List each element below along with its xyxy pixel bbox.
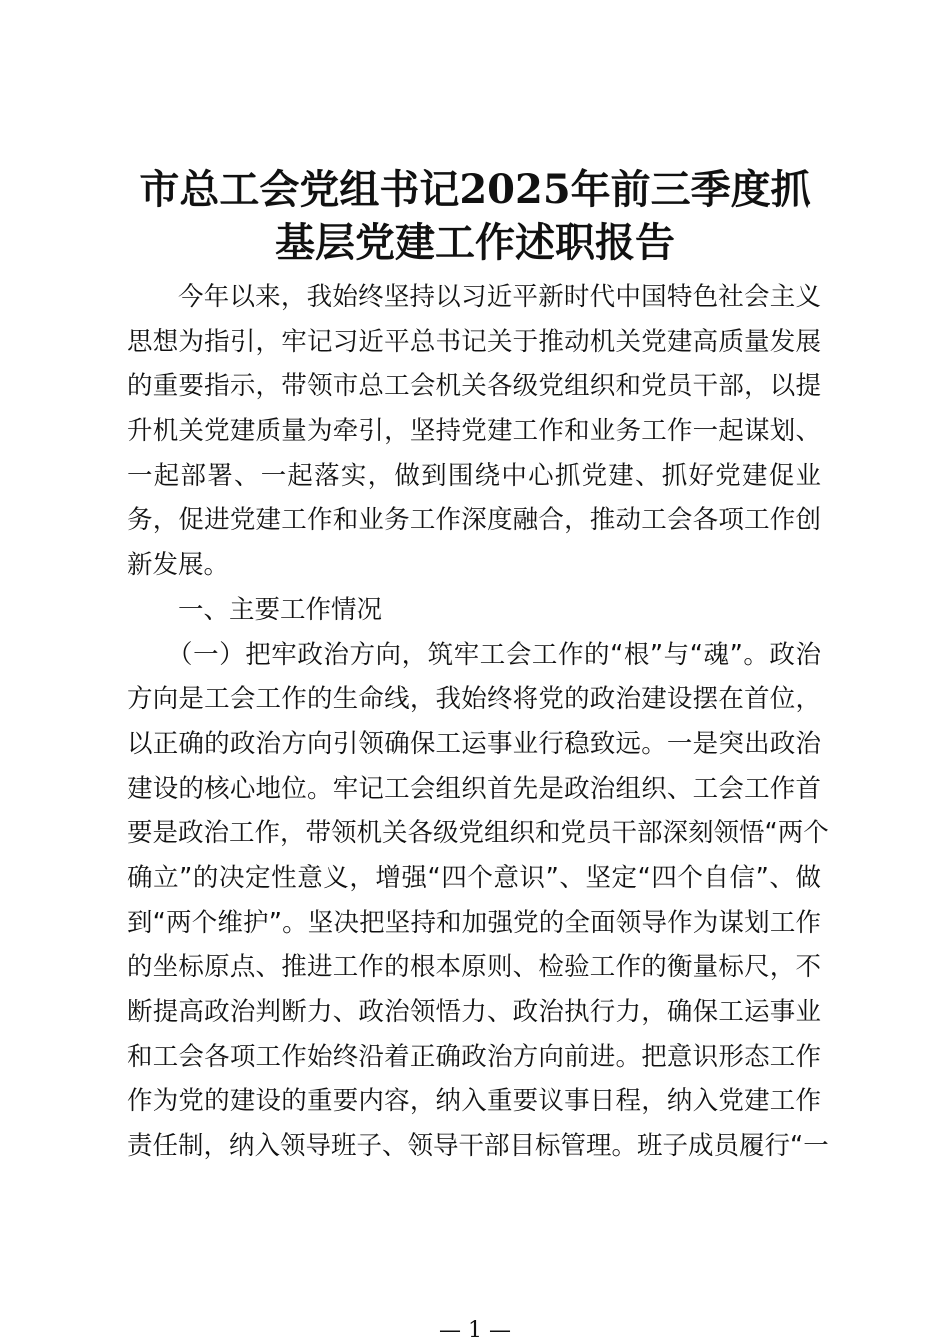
paragraph-2-line: 以正确的政治方向引领确保工运事业行稳致远。一是突出政治 <box>127 728 821 759</box>
paragraph-2-line: 方向是工会工作的生命线，我始终将党的政治建设摆在首位， <box>127 684 821 715</box>
paragraph-1-line: 新发展。 <box>127 550 230 581</box>
title-line-2: 基层党建工作述职报告 <box>275 219 675 266</box>
paragraph-1-line: 升机关党建质量为牵引，坚持党建工作和业务工作一起谋划、 <box>127 416 821 447</box>
paragraph-2-line: 责任制，纳入领导班子、领导干部目标管理。班子成员履行“一 <box>127 1131 829 1162</box>
paragraph-2-line: 到“两个维护”。坚决把坚持和加强党的全面领导作为谋划工作 <box>127 907 821 938</box>
paragraph-2-line: 建设的核心地位。牢记工会组织首先是政治组织、工会工作首 <box>127 773 821 804</box>
paragraph-1-line: 的重要指示，带领市总工会机关各级党组织和党员干部，以提 <box>127 371 821 402</box>
paragraph-2-line: 断提高政治判断力、政治领悟力、政治执行力，确保工运事业 <box>127 997 821 1027</box>
paragraph-2-line: 作为党的建设的重要内容，纳入重要议事日程，纳入党建工作 <box>127 1086 821 1117</box>
paragraph-2-line: 要是政治工作，带领机关各级党组织和党员干部深刻领悟“两个 <box>127 818 829 849</box>
page-number: — 1 — <box>439 1318 511 1343</box>
paragraph-2-line: 和工会各项工作始终沿着正确政治方向前进。把意识形态工作 <box>127 1041 821 1072</box>
paragraph-1-line: 务，促进党建工作和业务工作深度融合，推动工会各项工作创 <box>127 505 821 536</box>
paragraph-1-line: 思想为指引，牢记习近平总书记关于推动机关党建高质量发展 <box>127 326 821 357</box>
document-body <box>127 275 829 1169</box>
paragraph-1-line: 一起部署、一起落实，做到围绕中心抓党建、抓好党建促业 <box>127 460 821 491</box>
paragraph-1-line: 今年以来，我始终坚持以习近平新时代中国特色社会主义 <box>178 282 821 312</box>
paragraph-2-line: 确立”的决定性意义，增强“四个意识”、坚定“四个自信”、做 <box>127 862 821 893</box>
paragraph-2-line: 的坐标原点、推进工作的根本原则、检验工作的衡量标尺，不 <box>127 952 821 983</box>
document-title <box>0 163 950 269</box>
paragraph-2-line: （一）把牢政治方向，筑牢工会工作的“根”与“魂”。政治 <box>167 639 821 670</box>
section-heading: 一、主要工作情况 <box>178 594 383 625</box>
title-line-1: 市总工会党组书记2025年前三季度抓 <box>139 166 811 213</box>
